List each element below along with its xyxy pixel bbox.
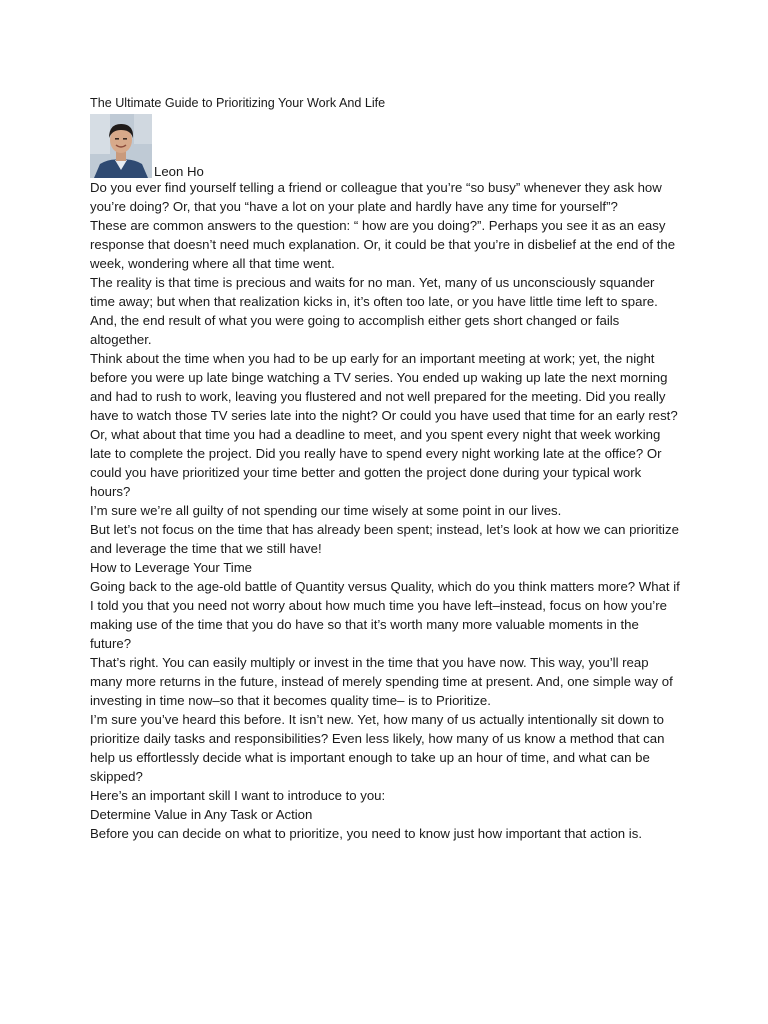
paragraph: The reality is that time is precious and waits for no man. Yet, many of us unconsciously squander time away; but when that realization kicks in, it’s often too late, or you have little time left to spare. And, the end result of what you were going to accomplish either gets short changed or fails altogether. [90, 275, 658, 347]
article-body [90, 178, 680, 843]
paragraph: Do you ever find yourself telling a friend or colleague that you’re “so busy” whenever they ask how you’re doing? Or, that you “have a lot on your plate and hardly have any time for yourself”? [90, 180, 662, 214]
paragraph: Going back to the age-old battle of Quantity versus Quality, which do you think matters more? What if I told you that you need not worry about how much time you have left–instead, focus on how you’re making use of the time that you do have so that it’s worth many more valuable moments in the future? [90, 579, 680, 651]
paragraph: That’s right. You can easily multiply or invest in the time that you have now. This way, you’ll reap many more returns in the future, instead of merely spending time at present. And, one simple way of investing in time now–so that it becomes quality time– is to Prioritize. [90, 655, 673, 708]
article-title: The Ultimate Guide to Prioritizing Your Work And Life [90, 96, 386, 110]
section-heading: How to Leverage Your Time [90, 560, 253, 575]
paragraph: But let’s not focus on the time that has already been spent; instead, let’s look at how we can prioritize and leverage the time that we still have! [90, 522, 679, 556]
paragraph: I’m sure we’re all guilty of not spending our time wisely at some point in our lives. [90, 503, 562, 518]
author-byline [90, 114, 680, 178]
author-photo [90, 114, 152, 178]
paragraph: These are common answers to the question: “ how are you doing?”. Perhaps you see it as an easy response that doesn’t need much explanation. Or, it could be that you’re in disbelief at the end of the week, wondering where all that time went. [90, 218, 676, 271]
paragraph: Before you can decide on what to prioritize, you need to know just how important that action is. [90, 826, 642, 841]
article [90, 94, 680, 843]
paragraph: Or, what about that time you had a deadline to meet, and you spent every night that week working late to complete the project. Did you really have to spend every night working late at the office? Or could you have prioritized your time better and gotten the project done during your typical work hours? [90, 427, 662, 499]
paragraph: Here’s an important skill I want to introduce to you: [90, 788, 386, 803]
paragraph: I’m sure you’ve heard this before. It isn’t new. Yet, how many of us actually intentionally sit down to prioritize daily tasks and responsibilities? Even less likely, how many of us know a method that can help us effortlessly decide what is important enough to take up an hour of time, and what can be skipped? [90, 712, 665, 784]
author-name: Leon Ho [154, 164, 204, 179]
section-heading: Determine Value in Any Task or Action [90, 807, 313, 822]
paragraph: Think about the time when you had to be up early for an important meeting at work; yet, the night before you were up late binge watching a TV series. You ended up waking up late the next morning and had to rush to work, leaving you flustered and not well prepared for the meeting. Did you really have to watch those TV series late into the night? Or could you have used that time for an early rest? [90, 351, 678, 423]
